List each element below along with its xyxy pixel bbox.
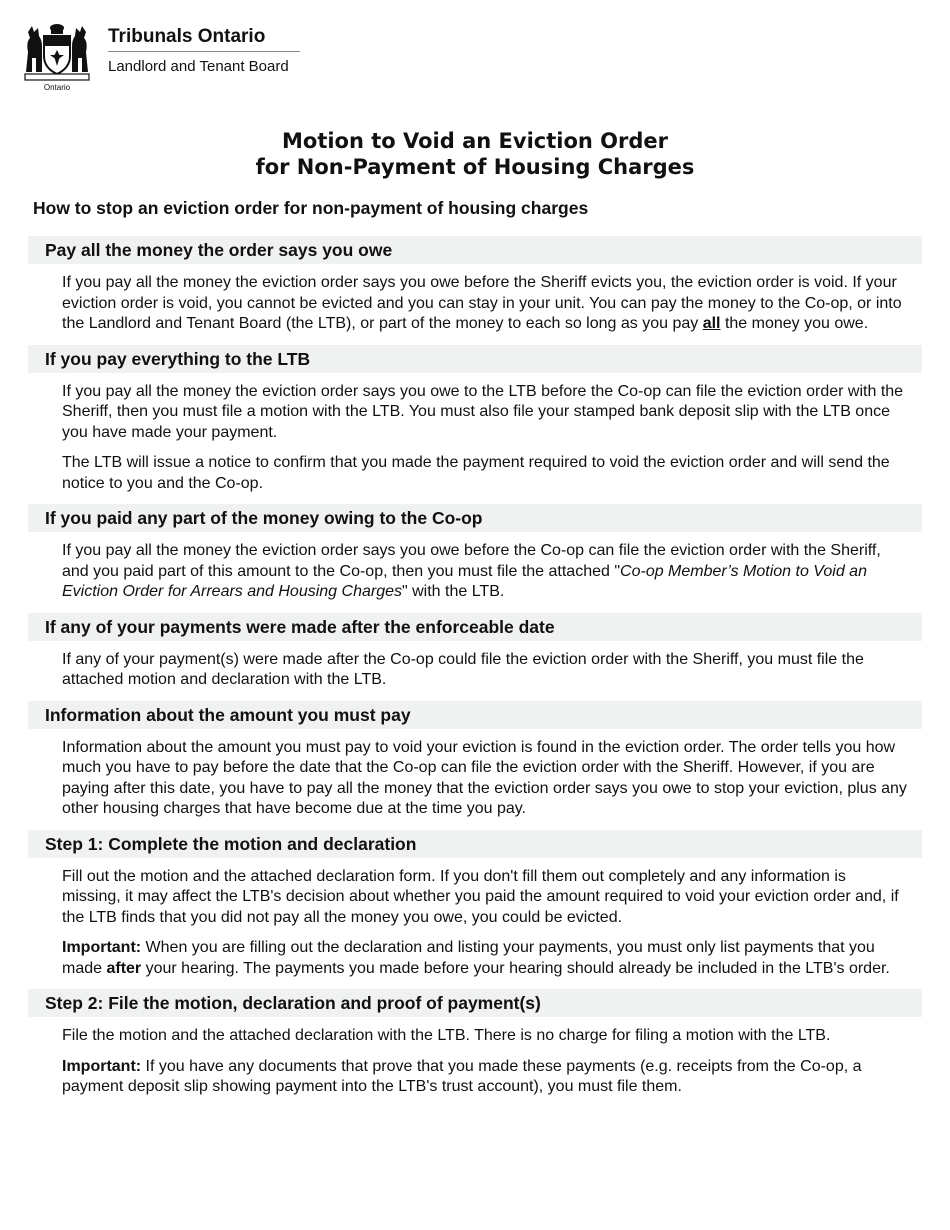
instructions-content <box>28 236 922 1108</box>
section-pay-ltb <box>28 345 922 495</box>
section-paragraph: If any of your payment(s) were made after the Co-op could file the eviction order with the Sheriff, you must file the attached motion and declaration with the LTB. <box>62 650 864 688</box>
form-title-text: Co-op Member’s Motion to Void an Eviction Order for Arrears and Housing Charges <box>62 562 867 600</box>
section-heading: Step 2: File the motion, declaration and proof of payment(s) <box>28 989 922 1017</box>
section-pay-all <box>28 236 922 335</box>
section-paragraph <box>62 541 908 603</box>
text-run: If you have any documents that prove that you made these payments (e.g. receipts from the Co-op, a payment deposit slip showing payment into the LTB's trust account), you must file them. <box>62 1057 862 1095</box>
section-paragraph: File the motion and the attached declaration with the LTB. There is no charge for filing a motion with the LTB. <box>62 1027 831 1044</box>
text-run: your hearing. The payments you made before your hearing should already be included in the LTB's order. <box>141 959 890 977</box>
important-label: Important: <box>62 939 142 956</box>
section-paragraph: If you pay all the money the eviction order says you owe to the LTB before the Co-op can file the eviction order with the Sheriff, then you must file a motion with the LTB. You must also file your stamped bank deposit slip with the LTB once you have made your payment. <box>62 382 904 441</box>
section-after-enforceable <box>28 613 922 691</box>
section-step-1 <box>28 830 922 980</box>
section-paragraph: The LTB will issue a notice to confirm that you made the payment required to void the eviction order and will send the notice to you and the Co-op. <box>62 454 890 492</box>
section-paragraph <box>62 1057 908 1098</box>
section-heading: If you paid any part of the money owing to the Co-op <box>28 504 922 532</box>
section-paragraph <box>62 273 908 335</box>
header-logo <box>22 22 302 94</box>
section-heading: If you pay everything to the LTB <box>28 345 922 373</box>
ontario-crest <box>22 22 92 94</box>
title-line-2: for Non-Payment of Housing Charges <box>255 155 695 179</box>
text-run: the money you owe. <box>720 315 869 332</box>
section-heading: Information about the amount you must pay <box>28 701 922 729</box>
section-heading: Pay all the money the order says you owe <box>28 236 922 264</box>
coat-of-arms-icon <box>22 22 92 84</box>
org-name: Tribunals Ontario <box>108 26 300 52</box>
text-run: When you are filling out the declaration and listing your payments, you must only list payments that you made <box>62 939 875 977</box>
board-name: Landlord and Tenant Board <box>108 58 289 75</box>
section-step-2 <box>28 989 922 1098</box>
section-paragraph: Fill out the motion and the attached declaration form. If you don't fill them out completely and any information is missing, it may affect the LTB's decision about whether you paid the amount required to void your eviction order and, if the LTB finds that you did not pay all the money you owe, you could be evicted. <box>62 867 899 926</box>
document-title <box>0 128 950 180</box>
brand-block <box>108 26 300 75</box>
text-run: " with the LTB. <box>402 583 505 600</box>
section-paragraph <box>62 938 908 979</box>
crest-label: Ontario <box>43 83 71 92</box>
text-run: If you pay all the money the eviction order says you owe before the Sheriff evicts you, the eviction order is void. If your eviction order is void, you cannot be evicted and you can stay in your unit. You can pay the money to the Co-op, or into the Landlord and Tenant Board (the LTB), or part of the money to each so long as you pay <box>62 274 902 332</box>
section-paragraph: Information about the amount you must pay to void your eviction is found in the eviction order. The order tells you how much you have to pay before the date that the Co-op can file the eviction order with the Sheriff. However, if you are paying after this date, you have to pay all the money that the eviction order says you owe to stop your eviction, plus any other housing charges that have become due at the time you pay. <box>62 738 907 817</box>
section-paid-coop <box>28 504 922 603</box>
section-heading: If any of your payments were made after the enforceable date <box>28 613 922 641</box>
section-amount-info <box>28 701 922 820</box>
section-heading: Step 1: Complete the motion and declaration <box>28 830 922 858</box>
intro-heading: How to stop an eviction order for non-payment of housing charges <box>33 198 589 218</box>
title-line-1: Motion to Void an Eviction Order <box>282 129 668 153</box>
important-label: Important: <box>62 1057 142 1075</box>
emphasis-text: after <box>106 959 142 977</box>
emphasis-text: all <box>702 315 721 332</box>
text-run: If you pay all the money the eviction order says you owe before the Co-op can file the eviction order with the Sheriff, and you paid part of this amount to the Co-op, then you must file the attached " <box>62 542 881 580</box>
